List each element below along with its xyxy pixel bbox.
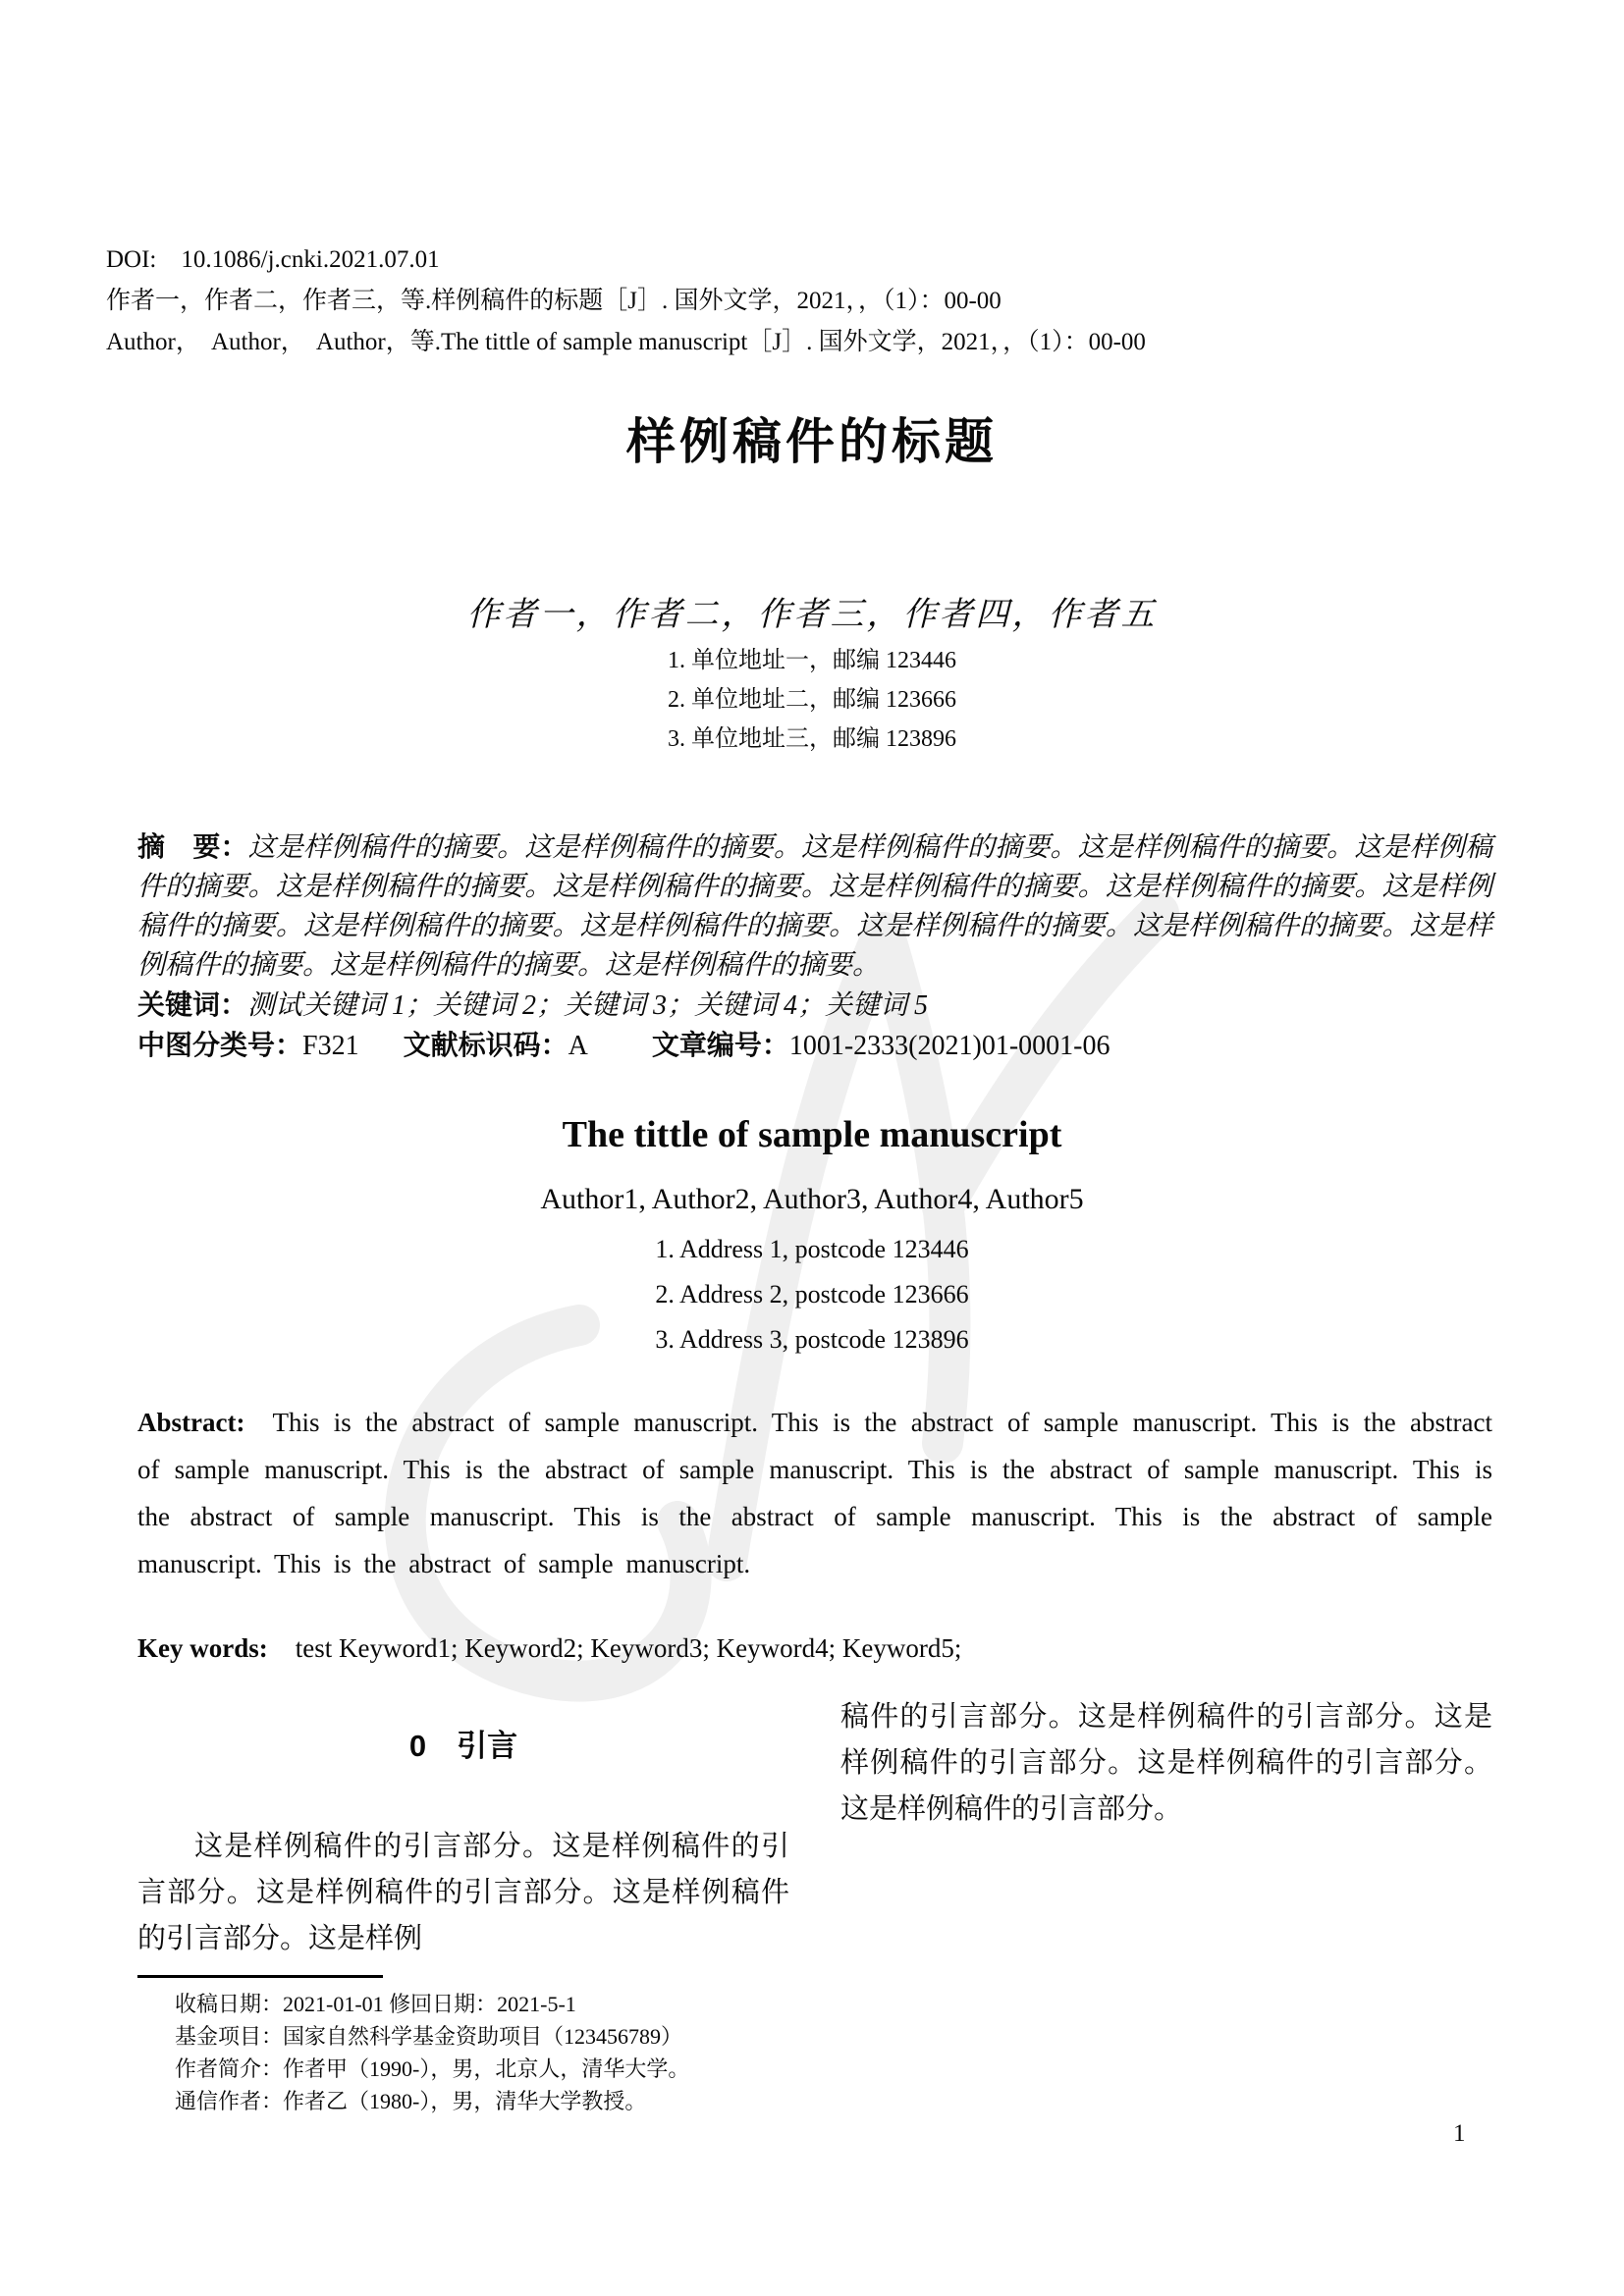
abstract-en-label: Abstract: — [137, 1408, 245, 1437]
intro-column-2: 稿件的引言部分。这是样例稿件的引言部分。这是样例稿件的引言部分。这是样例稿件的引言部分。这是样例稿件的引言部分。 — [840, 1701, 1492, 1825]
affiliation-cn-item: 1. 单位地址一，邮编 123446 — [668, 648, 956, 673]
footnote-line: 作者简介：作者甲（1990-），男，北京人，清华大学。 — [175, 2056, 690, 2081]
abstract-en-paragraph — [137, 1399, 1492, 1625]
keywords-en-line — [137, 1625, 1492, 1672]
footnote-line: 通信作者：作者乙（1980-），男，清华大学教授。 — [175, 2089, 647, 2113]
doc-code-label: 文献标识码： — [403, 1030, 568, 1060]
two-column-body — [137, 1669, 1492, 1962]
affiliations-cn — [0, 641, 1624, 759]
doc-code-value: A — [568, 1031, 588, 1061]
abstract-cn-paragraph — [137, 828, 1492, 986]
keywords-en-label: Key words: — [137, 1633, 268, 1663]
abstract-en-block — [137, 1399, 1492, 1672]
intro-column-1: 这是样例稿件的引言部分。这是样例稿件的引言部分。这是样例稿件的引言部分。这是样例稿件的引言部分。这是样例 — [137, 1831, 789, 1954]
clc-value: F321 — [302, 1031, 359, 1061]
title-cn: 样例稿件的标题 — [626, 414, 998, 469]
article-no-label: 文章编号： — [651, 1030, 789, 1060]
section-heading: 0 引言 — [408, 1729, 518, 1763]
abstract-cn-text: 这是样例稿件的摘要。这是样例稿件的摘要。这是样例稿件的摘要。这是样例稿件的摘要。这是样例稿件的摘要。这是样例稿件的摘要。这是样例稿件的摘要。这是样例稿件的摘要。这是样例稿件的摘要。这是样例稿件的摘要。这是样例稿件的摘要。这是样例稿件的摘要。这是样例稿件的摘要。这是样例稿件的摘要。这是样例稿件的摘要。这是样例稿件的摘要。这是样例稿件的摘要。 — [137, 832, 1492, 981]
page-number: 1 — [1453, 2120, 1466, 2147]
doi-line: DOI: 10.1086/j.cnki.2021.07.01 — [106, 246, 440, 273]
abstract-cn-label: 摘 要： — [137, 831, 248, 862]
body-column-left — [137, 1669, 789, 1962]
citation-header — [106, 240, 1496, 363]
affiliation-en-item: 3. Address 3, postcode 123896 — [655, 1325, 969, 1354]
affiliation-en-item: 1. Address 1, postcode 123446 — [655, 1235, 969, 1263]
footnote-block — [137, 1975, 937, 2117]
keywords-cn-label: 关键词： — [137, 989, 248, 1020]
citation-en: Author， Author， Author，等.The tittle of sample manuscript［J］. 国外文学，2021，，（1）：00-00 — [106, 329, 1146, 355]
affiliations-en — [0, 1227, 1624, 1362]
abstract-cn-block — [137, 828, 1492, 1066]
affiliation-en-item: 2. Address 2, postcode 123666 — [655, 1280, 969, 1308]
classification-line — [137, 1026, 1492, 1066]
body-column-right — [840, 1669, 1492, 1962]
clc-label: 中图分类号： — [137, 1030, 303, 1060]
abstract-en-text: This is the abstract of sample manuscript. This is the abstract of sample manuscript. This is the abstract of sample manuscript. This is the abstract of sample manuscript. This is the abstract of sample manuscript. This is the abstract of sample manuscript. This is the abstract of sample manuscript. This is the abstract of sample manuscript. This is the abstract of sample manuscript. — [137, 1408, 1492, 1578]
keywords-cn-text: 测试关键词 1；关键词 2；关键词 3；关键词 4；关键词 5 — [247, 990, 929, 1021]
keywords-cn-line — [137, 986, 1492, 1026]
footnote-line: 收稿日期：2021-01-01 修回日期：2021-5-1 — [175, 1992, 576, 2016]
footnote-separator — [137, 1975, 383, 1978]
citation-cn: 作者一，作者二，作者三，等.样例稿件的标题［J］. 国外文学，2021，，（1）：00-00 — [106, 288, 1001, 314]
article-no-value: 1001-2333(2021)01-0001-06 — [788, 1031, 1110, 1061]
footnote-line: 基金项目：国家自然科学基金资助项目（123456789） — [175, 2024, 683, 2049]
keywords-en-text: test Keyword1; Keyword2; Keyword3; Keyword4; Keyword5; — [295, 1633, 962, 1663]
affiliation-cn-item: 3. 单位地址三，邮编 123896 — [668, 726, 956, 752]
authors-cn: 作者一，作者二，作者三，作者四，作者五 — [466, 597, 1158, 633]
title-en: The tittle of sample manuscript — [562, 1114, 1062, 1155]
affiliation-cn-item: 2. 单位地址二，邮编 123666 — [668, 687, 956, 713]
authors-en: Author1, Author2, Author3, Author4, Author5 — [540, 1183, 1084, 1215]
